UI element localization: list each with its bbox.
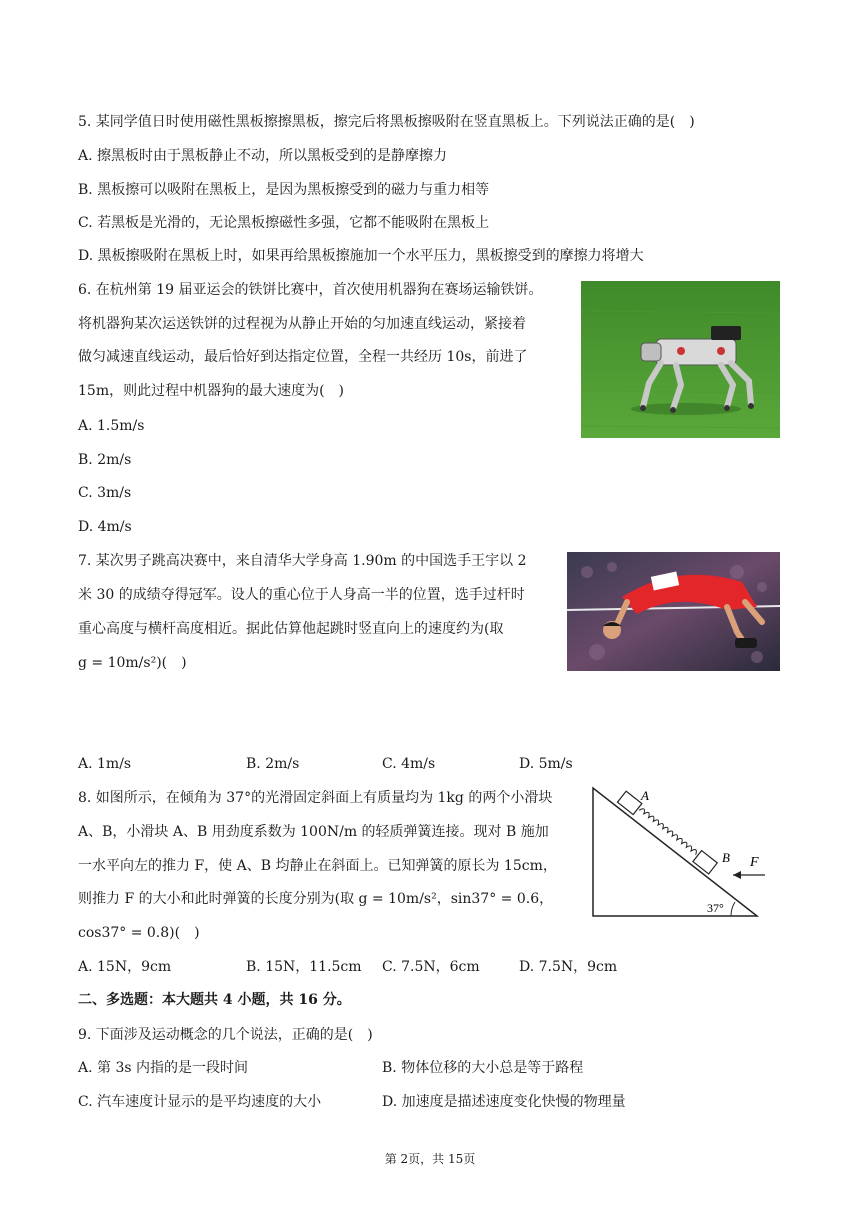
- q9-option-c: C. 汽车速度计显示的是平均速度的大小: [78, 1094, 322, 1110]
- q8-stem-line-2: A、B，小滑块 A、B 用劲度系数为 100N/m 的轻质弹簧连接。现对 B 施加: [78, 824, 549, 840]
- q5-option-c: C. 若黑板是光滑的，无论黑板擦磁性多强，它都不能吸附在黑板上: [78, 215, 490, 231]
- q8-stem-line-5: cos37° = 0.8)( ): [78, 925, 200, 941]
- q7-stem-line-2: 米 30 的成绩夺得冠军。设人的重心位于人身高一半的位置，选手过杆时: [78, 587, 525, 603]
- q5-option-a: A. 擦黑板时由于黑板静止不动，所以黑板受到的是静摩擦力: [78, 148, 448, 164]
- section-heading: 二、多选题：本大题共 4 小题，共 16 分。: [78, 992, 351, 1008]
- q6-stem-line-2: 将机器狗某次运送铁饼的过程视为从静止开始的匀加速直线运动，紧接着: [78, 316, 526, 332]
- q6-option-b: B. 2m/s: [78, 452, 132, 468]
- q7-option-c: C. 4m/s: [382, 756, 436, 772]
- q8-stem-line-4: 则推力 F 的大小和此时弹簧的长度分别为(取 g = 10m/s²，sin37° = 0.6，: [78, 891, 554, 907]
- q7-option-a: A. 1m/s: [78, 756, 132, 772]
- q7-option-b: B. 2m/s: [246, 756, 300, 772]
- q7-stem-line-3: 重心高度与横杆高度相近。据此估算他起跳时竖直向上的速度约为(取: [78, 621, 504, 637]
- q9-stem: 9. 下面涉及运动概念的几个说法，正确的是( ): [78, 1027, 373, 1043]
- q8-option-c: C. 7.5N，6cm: [382, 959, 480, 975]
- robot-dog-photo: [581, 281, 780, 438]
- q7-option-d: D. 5m/s: [519, 756, 573, 772]
- q5-stem: 5. 某同学值日时使用磁性黑板擦擦黑板，擦完后将黑板擦吸附在竖直黑板上。下列说法正确的是( ): [78, 114, 695, 130]
- q8-option-a: A. 15N，9cm: [78, 959, 172, 975]
- q7-stem-line-1: 7. 某次男子跳高决赛中，来自清华大学身高 1.90m 的中国选手王宇以 2: [78, 553, 527, 569]
- q5-option-d: D. 黑板擦吸附在黑板上时，如果再给黑板擦施加一个水平压力，黑板擦受到的摩擦力将增大: [78, 248, 644, 264]
- label-a: A: [641, 788, 649, 803]
- label-f: F: [750, 855, 759, 870]
- q6-stem-line-3: 做匀减速直线运动，最后恰好到达指定位置，全程一共经历 10s，前进了: [78, 349, 528, 365]
- q6-option-c: C. 3m/s: [78, 485, 132, 501]
- high-jump-photo: [567, 552, 780, 671]
- q9-option-a: A. 第 3s 内指的是一段时间: [78, 1060, 249, 1076]
- angle-label: 37°: [707, 901, 724, 915]
- q7-stem-line-4: g = 10m/s²)( ): [78, 655, 187, 671]
- q6-stem-line-1: 6. 在杭州第 19 届亚运会的铁饼比赛中，首次使用机器狗在赛场运输铁饼。: [78, 282, 543, 298]
- q8-stem-line-3: 一水平向左的推力 F，使 A、B 均静止在斜面上。已知弹簧的原长为 15cm，: [78, 858, 557, 874]
- q6-option-a: A. 1.5m/s: [78, 418, 145, 434]
- incline-diagram: [585, 786, 765, 920]
- q9-option-b: B. 物体位移的大小总是等于路程: [382, 1060, 584, 1076]
- q6-stem-line-4: 15m，则此过程中机器狗的最大速度为( ): [78, 383, 345, 399]
- q5-option-b: B. 黑板擦可以吸附在黑板上，是因为黑板擦受到的磁力与重力相等: [78, 182, 490, 198]
- q6-option-d: D. 4m/s: [78, 519, 132, 535]
- q8-stem-line-1: 8. 如图所示，在倾角为 37°的光滑固定斜面上有质量均为 1kg 的两个小滑块: [78, 790, 553, 806]
- label-b: B: [722, 850, 730, 865]
- page-footer: 第 2页，共 15页: [384, 1152, 476, 1166]
- q9-option-d: D. 加速度是描述速度变化快慢的物理量: [382, 1094, 626, 1110]
- q8-option-d: D. 7.5N，9cm: [519, 959, 618, 975]
- q8-option-b: B. 15N，11.5cm: [246, 959, 362, 975]
